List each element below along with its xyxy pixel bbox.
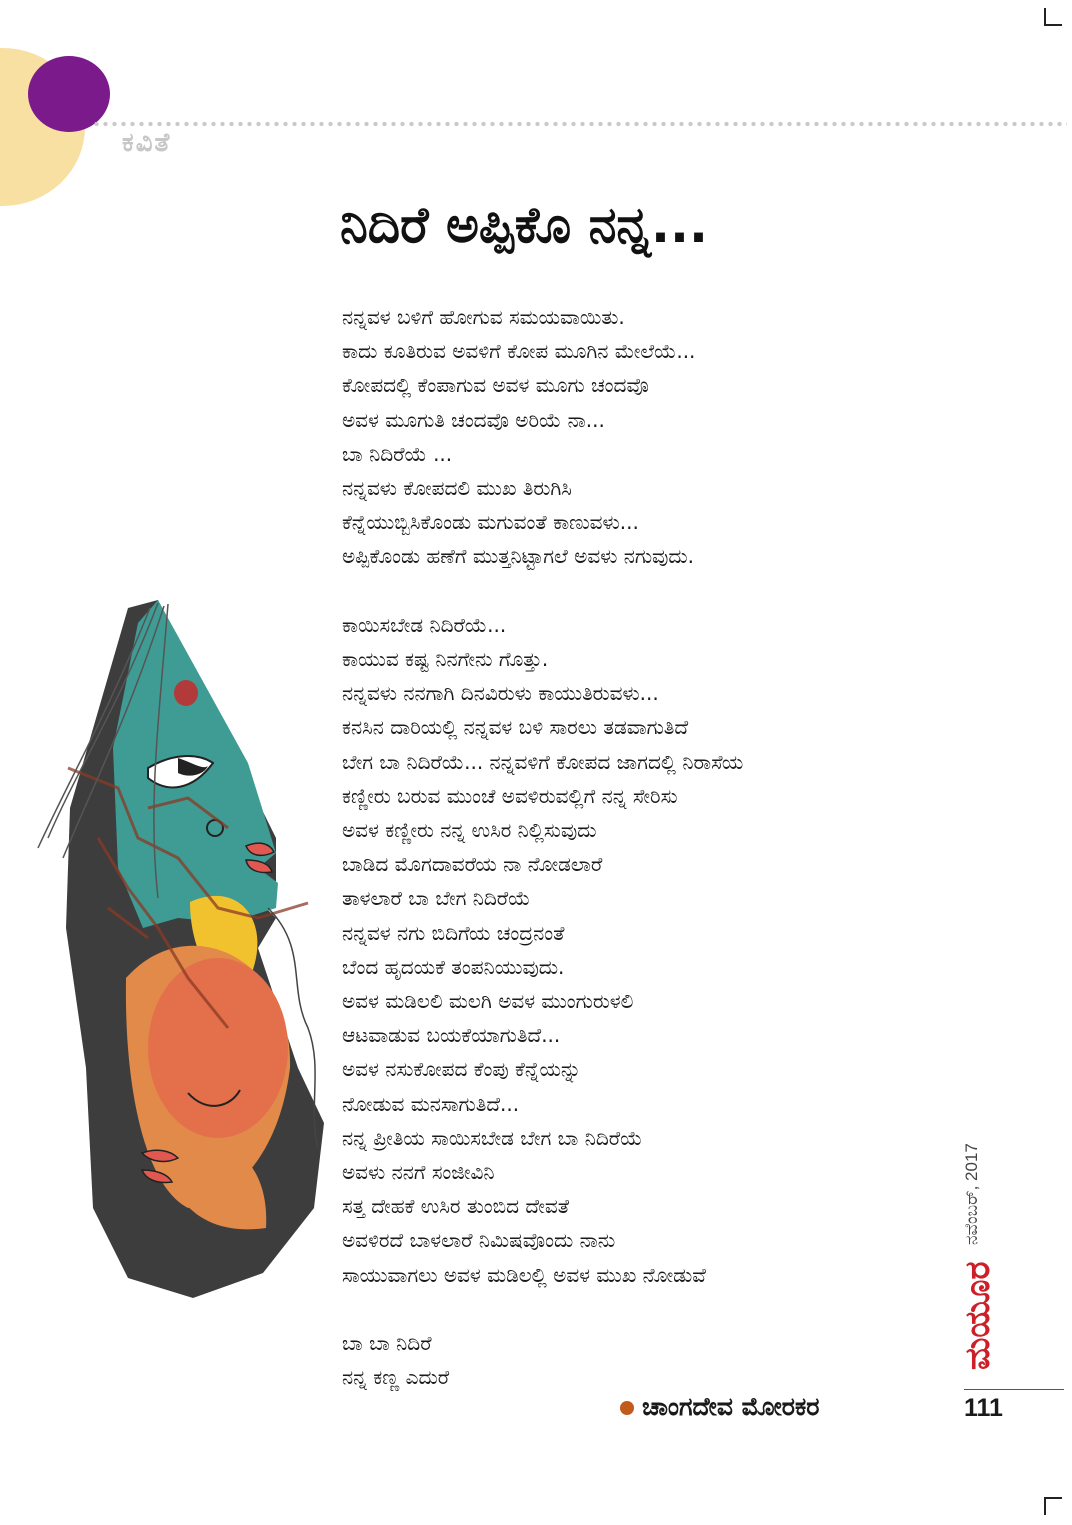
crop-mark-bottom <box>1044 1497 1062 1515</box>
poem-line: ನೋಡುವ ಮನಸಾಗುತಿದೆ... <box>342 1091 520 1116</box>
poem-body <box>342 300 942 1395</box>
illustration-woman-face <box>8 508 338 1308</box>
poem-line: ಅವಳ ನಸುಕೋಪದ ಕೆಂಪು ಕೆನ್ನೆಯನ್ನು <box>342 1057 582 1082</box>
poem-line: ಬಾ ಬಾ ನಿದಿರೆ <box>342 1331 432 1356</box>
poem-line: ಸಾಯುವಾಗಲು ಅವಳ ಮಡಿಲಲ್ಲಿ ಅವಳ ಮುಖ ನೋಡುವೆ <box>342 1262 706 1287</box>
crop-mark-top <box>1044 8 1062 26</box>
author-byline <box>620 1392 820 1422</box>
poem-line: ನನ್ನವಳು ಕೋಪದಲಿ ಮುಖ ತಿರುಗಿಸಿ <box>342 476 572 501</box>
poem-line: ಅವಳ ಮೂಗುತಿ ಚಂದವೊ ಅರಿಯೆ ನಾ... <box>342 407 605 432</box>
poem-line: ಅವಳು ನನಗೆ ಸಂಜೀವಿನಿ <box>342 1160 495 1185</box>
poem-line: ಕೋಪದಲ್ಲಿ ಕೆಂಪಾಗುವ ಅವಳ ಮೂಗು ಚಂದವೊ <box>342 373 649 398</box>
issue-date: ನವೆಂಬರ್, 2017 <box>962 1143 981 1245</box>
poem-line: ಕಣ್ಣೀರು ಬರುವ ಮುಂಚೆ ಅವಳಿರುವಲ್ಲಿಗೆ ನನ್ನ ಸೇರಿಸು <box>342 783 678 808</box>
poem-line: ಬೇಗ ಬಾ ನಿದಿರೆಯೆ... ನನ್ನವಳಿಗೆ ಕೋಪದ ಜಾಗದಲ್ಲಿ ನಿರಾಸೆಯ <box>342 749 744 774</box>
poem-line: ಬಾ ನಿದಿರೆಯೆ ... <box>342 441 453 466</box>
poem-line: ಅವಳ ಮಡಿಲಲಿ ಮಲಗಿ ಅವಳ ಮುಂಗುರುಳಲಿ <box>342 989 634 1014</box>
page-number-rule <box>964 1389 1064 1390</box>
poem-line: ನನ್ನವಳ ನಗು ಬಿದಿಗೆಯ ಚಂದ್ರನಂತೆ <box>342 920 565 945</box>
poem-line: ಆಟವಾಡುವ ಬಯಕೆಯಾಗುತಿದೆ... <box>342 1023 561 1048</box>
poem-line: ಅಪ್ಪಿಕೊಂಡು ಹಣೆಗೆ ಮುತ್ತನಿಟ್ಟಾಗಲೆ ಅವಳು ನಗುವುದು. <box>342 544 694 569</box>
section-label: ಕವಿತೆ <box>122 128 172 158</box>
author-name: ಚಾಂಗದೇವ ಮೋರಕರ <box>642 1392 820 1421</box>
stanza-break <box>342 574 942 608</box>
poem-line: ಕನಸಿನ ದಾರಿಯಲ್ಲಿ ನನ್ನವಳ ಬಳಿ ಸಾರಲು ತಡವಾಗುತಿದೆ <box>342 715 689 740</box>
poem-line: ಅವಳಿರದೆ ಬಾಳಲಾರೆ ನಿಮಿಷವೊಂದು ನಾನು <box>342 1228 616 1253</box>
poem-line: ನನ್ನವಳು ನನಗಾಗಿ ದಿನವಿರುಳು ಕಾಯುತಿರುವಳು... <box>342 681 659 706</box>
poem-title: ನಿದಿರೆ ಅಪ್ಪಿಕೊ ನನ್ನ... <box>340 196 708 254</box>
poem-line: ಬಾಡಿದ ಮೊಗದಾವರೆಯ ನಾ ನೋಡಲಾರೆ <box>342 852 603 877</box>
poem-line: ನನ್ನ ಪ್ರೀತಿಯ ಸಾಯಿಸಬೇಡ ಬೇಗ ಬಾ ನಿದಿರೆಯೆ <box>342 1125 643 1150</box>
bullet-dot <box>620 1401 634 1415</box>
poem-line: ನನ್ನವಳ ಬಳಿಗೆ ಹೋಗುವ ಸಮಯವಾಯಿತು. <box>342 305 625 329</box>
poem-line: ನನ್ನ ಕಣ್ಣ ಎದುರೆ <box>342 1365 450 1390</box>
dotted-divider <box>92 121 1067 127</box>
page-number: 111 <box>964 1394 1003 1422</box>
poem-line: ಕಾಯುವ ಕಷ್ಟ ನಿನಗೇನು ಗೊತ್ತು. <box>342 647 549 672</box>
poem-line: ಬೆಂದ ಹೃದಯಕೆ ತಂಪನಿಯುವುದು. <box>342 954 565 979</box>
stanza-break <box>342 1292 942 1326</box>
poem-line: ಕಾಯಿಸಬೇಡ ನಿದಿರೆಯೆ... <box>342 612 507 637</box>
magazine-name: ಮಯೂರ <box>958 1261 998 1370</box>
poem-line: ಕೆನ್ನೆಯುಬ್ಬಿಸಿಕೊಂಡು ಮಗುವಂತೆ ಕಾಣುವಳು... <box>342 510 639 535</box>
poem-line: ಕಾದು ಕೂತಿರುವ ಅವಳಿಗೆ ಕೋಪ ಮೂಗಿನ ಮೇಲೆಯೆ... <box>342 339 696 364</box>
poem-line: ಅವಳ ಕಣ್ಣೀರು ನನ್ನ ಉಸಿರ ನಿಲ್ಲಿಸುವುದು <box>342 818 597 843</box>
poem-line: ತಾಳಲಾರೆ ಬಾ ಬೇಗ ನಿದಿರೆಯೆ <box>342 886 531 911</box>
poem-line: ಸತ್ತ ದೇಹಕೆ ಉಸಿರ ತುಂಬಿದ ದೇವತೆ <box>342 1194 570 1219</box>
